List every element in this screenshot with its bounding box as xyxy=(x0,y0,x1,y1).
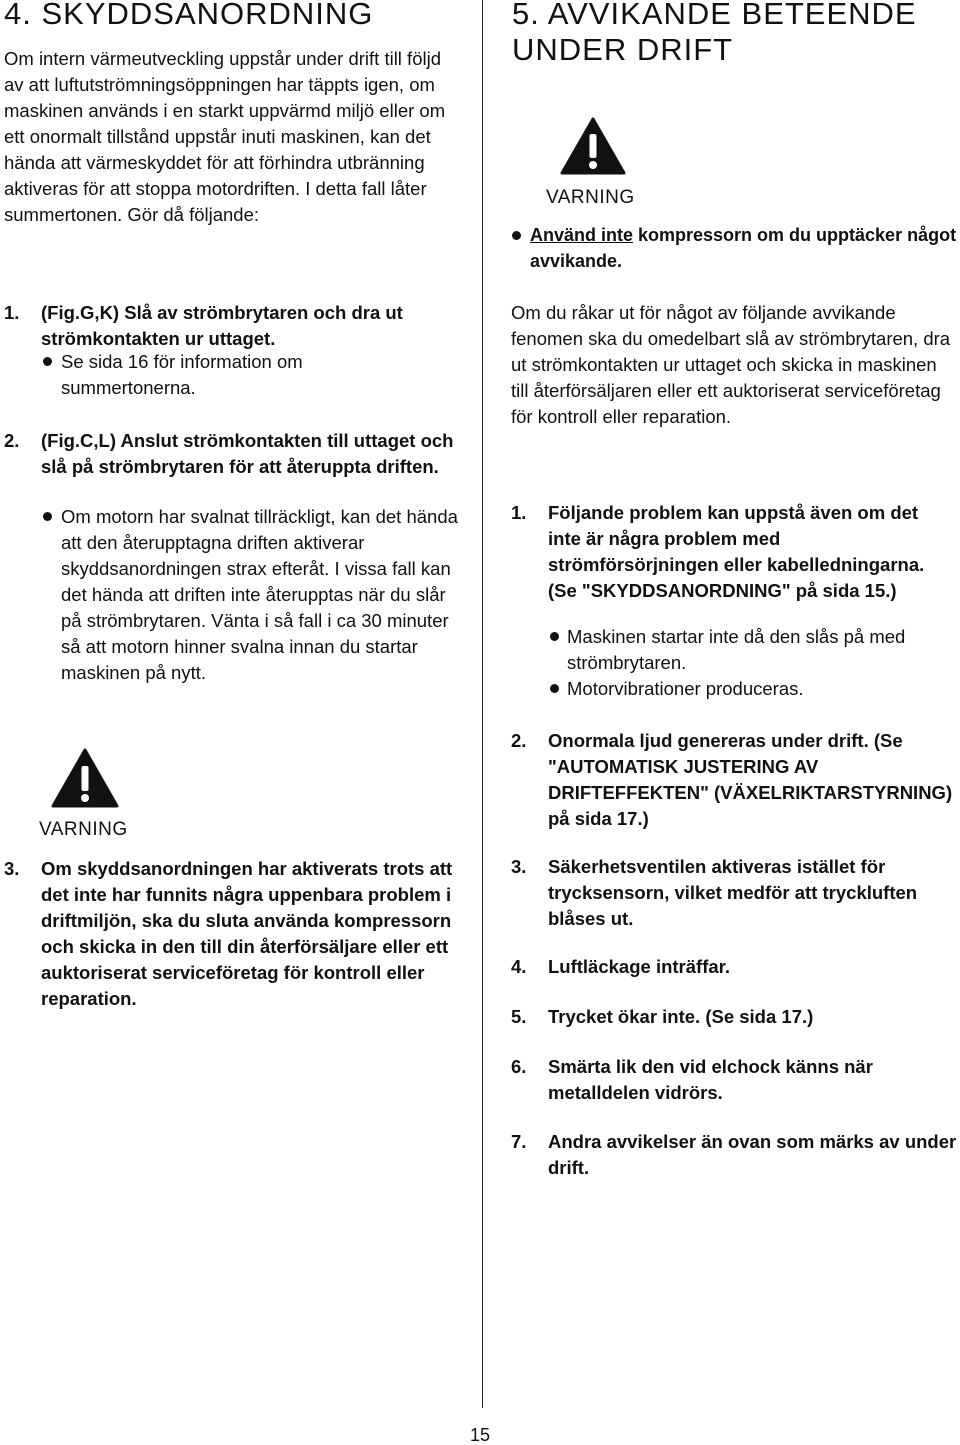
warning-bullet-rest: kompressorn om du upptäcker något avvikande. xyxy=(530,225,957,271)
warning-bullet-underlined: Använd inte xyxy=(530,225,634,245)
item-5-text: Trycket ökar inte. (Se sida 17.) xyxy=(548,1006,814,1027)
item-7-number: 7. xyxy=(511,1131,527,1152)
item-7-text: Andra avvikelser än ovan som märks av under drift. xyxy=(548,1131,957,1178)
item-2-text: Onormala ljud genereras under drift. (Se "AUTOMATISK JUSTERING AV DRIFTEFFEKTEN" (VÄXELRIKTARSTYRNING) på sida 17.) xyxy=(548,730,953,829)
item-1-bullet-1: Maskinen startar inte då den slås på med strömbrytaren. xyxy=(567,626,906,673)
column-divider xyxy=(482,0,483,1408)
step-1-number: 1. xyxy=(4,302,20,323)
step-2-bullet: Om motorn har svalnat tillräckligt, kan det hända att den återupptagna driften aktiverar skyddsanordningen strax efteråt. I vissa fall kan det hända att driften inte återupptas när du slår på strömbrytaren. Vänta i så fall i ca 30 minuter så att motorn hinner svalna innan du startar maskinen på nytt. xyxy=(61,506,458,683)
item-1-bullet-2: Motorvibrationer produceras. xyxy=(567,678,804,699)
item-2-number: 2. xyxy=(511,730,527,751)
item-4-text: Luftläckage inträffar. xyxy=(548,956,730,977)
bullet-dot xyxy=(43,512,52,521)
step-2-text: (Fig.C,L) Anslut strömkontakten till uttaget och slå på strömbrytaren för att återuppta driften. xyxy=(41,430,454,477)
warning-bullet-text xyxy=(530,222,960,274)
item-6-number: 6. xyxy=(511,1056,527,1077)
right-warning-label: VARNING xyxy=(546,187,635,208)
item-3-text: Säkerhetsventilen aktiveras istället för trycksensorn, vilket medför att tryckluften blåses ut. xyxy=(548,856,918,929)
left-warning-label: VARNING xyxy=(39,819,128,840)
item-1-number: 1. xyxy=(511,502,527,523)
section-5-heading: 5. AVVIKANDE BETEENDE UNDER DRIFT xyxy=(512,0,917,67)
step-2-number: 2. xyxy=(4,430,20,451)
warning-triangle-icon xyxy=(560,117,626,175)
step-3-number: 3. xyxy=(4,858,20,879)
item-1-text: Följande problem kan uppstå även om det inte är några problem med strömförsörjningen eller kabelledningarna. (Se "SKYDDSANORDNING" på sida 15.) xyxy=(548,502,925,601)
bullet-dot xyxy=(550,684,559,693)
bullet-dot xyxy=(43,357,52,366)
warning-triangle-icon xyxy=(51,748,119,808)
step-1-text: (Fig.G,K) Slå av strömbrytaren och dra ut strömkontakten ur uttaget. xyxy=(41,302,403,349)
section-5-intro: Om du råkar ut för något av följande avvikande fenomen ska du omedelbart slå av strömbrytaren, dra ut strömkontakten ur uttaget och skicka in maskinen till återförsäljaren eller ett auktoriserat serviceföretag för kontroll eller reparation. xyxy=(511,302,951,427)
section-4-heading: 4. SKYDDSANORDNING xyxy=(4,0,374,31)
item-4-number: 4. xyxy=(511,956,527,977)
item-6-text: Smärta lik den vid elchock känns när metalldelen vidrörs. xyxy=(548,1056,873,1103)
section-4-intro: Om intern värmeutveckling uppstår under drift till följd av att luftutströmningsöppningen har täppts igen, om maskinen används i en starkt uppvärmd miljö eller om ett onormalt tillstånd uppstår inuti maskinen, kan det hända att värmeskyddet för att förhindra utbränning aktiveras för att stoppa motordriften. I detta fall låter summertonen. Gör då följande: xyxy=(4,48,446,225)
step-3-text: Om skyddsanordningen har aktiverats trots att det inte har funnits några uppenbara problem i driftmiljön, ska du sluta använda kompressorn och skicka in den till din återförsäljare eller ett auktoriserat serviceföretag för kontroll eller reparation. xyxy=(41,858,453,1009)
item-3-number: 3. xyxy=(511,856,527,877)
bullet-dot xyxy=(550,632,559,641)
step-1-bullet: Se sida 16 för information om summertonerna. xyxy=(61,351,303,398)
page-number: 15 xyxy=(470,1425,491,1445)
item-5-number: 5. xyxy=(511,1006,527,1027)
bullet-dot xyxy=(512,231,521,240)
